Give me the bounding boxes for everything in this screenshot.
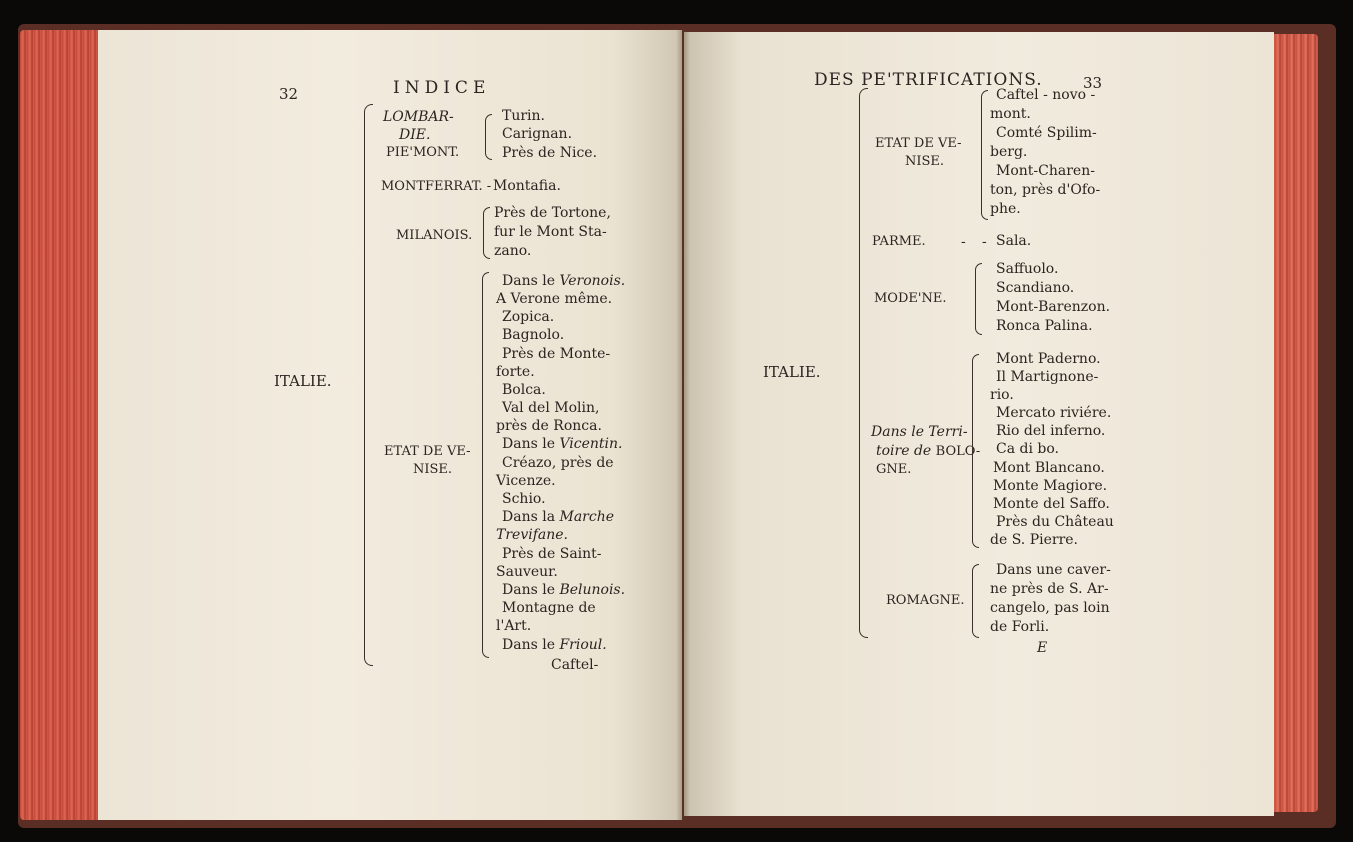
entry: Sala. — [996, 233, 1032, 249]
entry: Zopica. — [502, 309, 555, 325]
entry: Ronca Palina. — [996, 318, 1093, 334]
entry: Carignan. — [502, 126, 573, 142]
entry: Mercato riviére. — [996, 405, 1112, 421]
entry: Près de Tortone, — [494, 205, 611, 221]
group-brace — [972, 564, 979, 638]
group-name: DIE. — [399, 127, 431, 143]
right-page — [684, 32, 1274, 816]
entry: Dans une caver- — [996, 562, 1111, 578]
entry: cangelo, pas loin — [990, 600, 1110, 616]
group-name: ETAT DE VE- — [875, 136, 962, 151]
entry: de S. Pierre. — [990, 532, 1078, 548]
entry: Bagnolo. — [502, 327, 565, 343]
entry: Vicenze. — [496, 473, 556, 489]
entry: Mont-Barenzon. — [996, 299, 1111, 315]
region-brace — [364, 104, 373, 666]
group-brace — [485, 114, 492, 160]
left-page-edges — [20, 30, 108, 820]
entry: Val del Molin, — [502, 400, 600, 416]
entry: Montafia. — [493, 178, 561, 194]
entry: Il Martignone- — [996, 369, 1099, 385]
entry: mont. — [990, 106, 1031, 122]
running-header: DES PE'TRIFICATIONS. — [814, 70, 1043, 90]
group-brace — [482, 272, 489, 658]
entry: berg. — [990, 144, 1028, 160]
entry: Monte Magiore. — [993, 478, 1108, 494]
group-name: PIE'MONT. — [386, 145, 460, 160]
entry: A Verone même. — [496, 291, 613, 307]
entry: Mont Blancano. — [993, 460, 1105, 476]
entry: Dans le Veronois. — [502, 273, 626, 289]
entry: Dans le Belunois. — [502, 582, 626, 598]
entry: Près de Nice. — [502, 145, 598, 161]
entry: de Forli. — [990, 619, 1050, 635]
group-name: toire de BOLO- — [876, 443, 981, 459]
group-brace — [483, 207, 490, 259]
running-header: INDICE — [393, 78, 491, 98]
group-name: MONTFERRAT. - — [381, 179, 492, 194]
group-name: GNE. — [876, 462, 912, 477]
catchword: E — [1037, 640, 1048, 656]
entry: zano. — [494, 243, 532, 259]
entry: Dans le Frioul. — [502, 637, 607, 653]
entry: Turin. — [502, 108, 545, 124]
entry: Ca di bo. — [996, 441, 1059, 457]
region-brace — [859, 88, 868, 638]
group-name: NISE. — [905, 154, 945, 169]
page-number: 33 — [1083, 74, 1103, 92]
region-label: ITALIE. — [274, 372, 332, 390]
region-label: ITALIE. — [763, 363, 821, 381]
group-name: MODE'NE. — [874, 291, 947, 306]
entry: Mont-Charen- — [996, 163, 1095, 179]
entry: Montagne de — [502, 600, 596, 616]
group-name: LOMBAR- — [383, 109, 454, 125]
group-brace — [972, 354, 979, 548]
book-gutter — [676, 30, 690, 820]
entry: Sauveur. — [496, 564, 558, 580]
page-number: 32 — [279, 85, 299, 103]
entry: Dans le Vicentin. — [502, 436, 623, 452]
entry: fur le Mont Sta- — [494, 224, 607, 240]
group-name: ETAT DE VE- — [384, 444, 471, 459]
entry: Mont Paderno. — [996, 351, 1101, 367]
entry: Trevifane. — [496, 527, 568, 543]
entry: Scandiano. — [996, 280, 1075, 296]
entry: forte. — [496, 364, 535, 380]
group-brace — [981, 90, 988, 220]
group-name: Dans le Terri- — [871, 424, 968, 440]
entry: Près de Saint- — [502, 546, 602, 562]
group-name: PARME. — [872, 234, 926, 249]
entry: Monte del Saffo. — [993, 496, 1110, 512]
entry: Comté Spilim- — [996, 125, 1097, 141]
entry: ton, près d'Ofo- — [990, 182, 1101, 198]
group-name: MILANOIS. — [396, 228, 473, 243]
entry: près de Ronca. — [496, 418, 602, 434]
dash: - — [961, 234, 966, 250]
entry: ne près de S. Ar- — [990, 581, 1109, 597]
catchword: Caftel- — [551, 657, 599, 673]
entry: rio. — [990, 387, 1014, 403]
entry: Bolca. — [502, 382, 546, 398]
entry: Près du Château — [996, 514, 1114, 530]
right-page-edges — [1268, 34, 1318, 812]
entry: Caftel - novo - — [996, 87, 1096, 103]
entry: phe. — [990, 201, 1021, 217]
group-name: ROMAGNE. — [886, 593, 965, 608]
entry: l'Art. — [496, 618, 532, 634]
entry: Rio del inferno. — [996, 423, 1106, 439]
dash: - — [982, 234, 987, 250]
group-brace — [975, 263, 982, 335]
group-name: NISE. — [413, 462, 453, 477]
entry: Schio. — [502, 491, 546, 507]
entry: Près de Monte- — [502, 346, 611, 362]
entry: Dans la Marche — [502, 509, 615, 525]
entry: Créazo, près de — [502, 455, 614, 471]
entry: Saffuolo. — [996, 261, 1059, 277]
